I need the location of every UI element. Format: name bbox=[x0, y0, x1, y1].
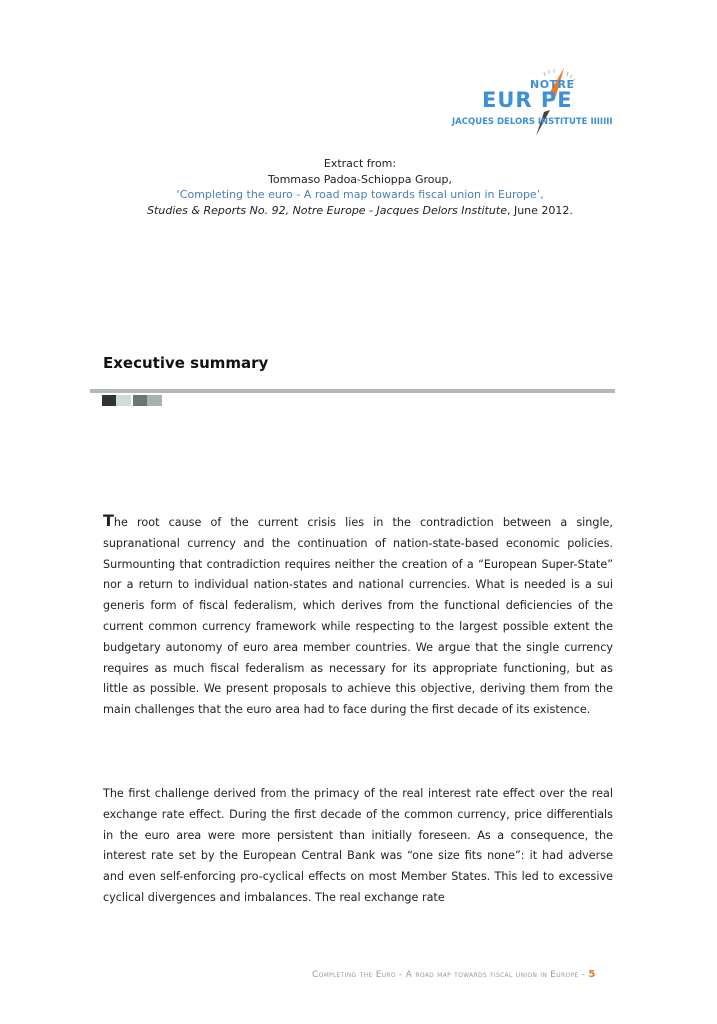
extract-title-link[interactable]: ‘Completing the euro - A road map towards fiscal union in Europe’, bbox=[176, 188, 544, 201]
extract-authors: Tommaso Padoa-Schioppa Group, bbox=[268, 172, 452, 186]
logo-jacques-delors-institute: JACQUES DELORS INSTITUTE IIIIIII bbox=[452, 117, 613, 127]
extract-date: , June 2012. bbox=[506, 203, 573, 217]
decor-square-1 bbox=[102, 395, 116, 406]
extract-source: Studies & Reports No. 92, Notre Europe - Jacques Delors Institute bbox=[147, 203, 507, 217]
page-footer bbox=[312, 969, 596, 980]
logo-europe: EUR PE bbox=[482, 88, 573, 112]
notre-europe-logo bbox=[452, 66, 613, 141]
paragraph-1 bbox=[103, 511, 613, 721]
heading-rule bbox=[90, 389, 615, 393]
paragraph-2: The first challenge derived from the primacy of the real interest rate effect over the real exchange rate effect. During the first decade of the common currency, price differentials in the euro area were more persistent than initially foreseen. As a consequence, the interest rate set by the European Central Bank was “one size fits none”: it had adverse and even self-enforcing pro-cyclical effects on most Member States. This led to excessive cyclical divergences and imbalances. The real exchange rate bbox=[103, 787, 613, 904]
drop-cap: T bbox=[103, 511, 114, 530]
section-heading: Executive summary bbox=[103, 354, 269, 372]
extract-label: Extract from: bbox=[323, 157, 397, 170]
running-title: Completing the Euro - A road map towards fiscal union in Europe - bbox=[312, 970, 589, 980]
decor-square-2 bbox=[116, 395, 131, 406]
logo-notre: NOTRE bbox=[530, 78, 575, 91]
decor-square-3 bbox=[133, 395, 147, 406]
paragraph-1-text: he root cause of the current crisis lies in the contradiction between a single, supranational currency and the continuation of nation-state-based economic policies. Surmounting that contradiction requires neither the creation of a “European Super-State” nor a return to individual nation-states and national currencies. What is needed is a sui generis form of fiscal federalism, which derives from the functional deficiencies of the current common currency framework while respecting to the largest possible extent the budgetary autonomy of euro area member countries. We argue that the single currency requires as much fiscal federalism as necessary for its appropriate functioning, but as little as possible. We present proposals to achieve this objective, deriving them from the main challenges that the euro area had to face during the first decade of its existence. bbox=[103, 516, 613, 717]
decor-square-4 bbox=[147, 395, 162, 406]
page-number: 5 bbox=[588, 969, 596, 980]
extract-citation bbox=[100, 156, 620, 218]
